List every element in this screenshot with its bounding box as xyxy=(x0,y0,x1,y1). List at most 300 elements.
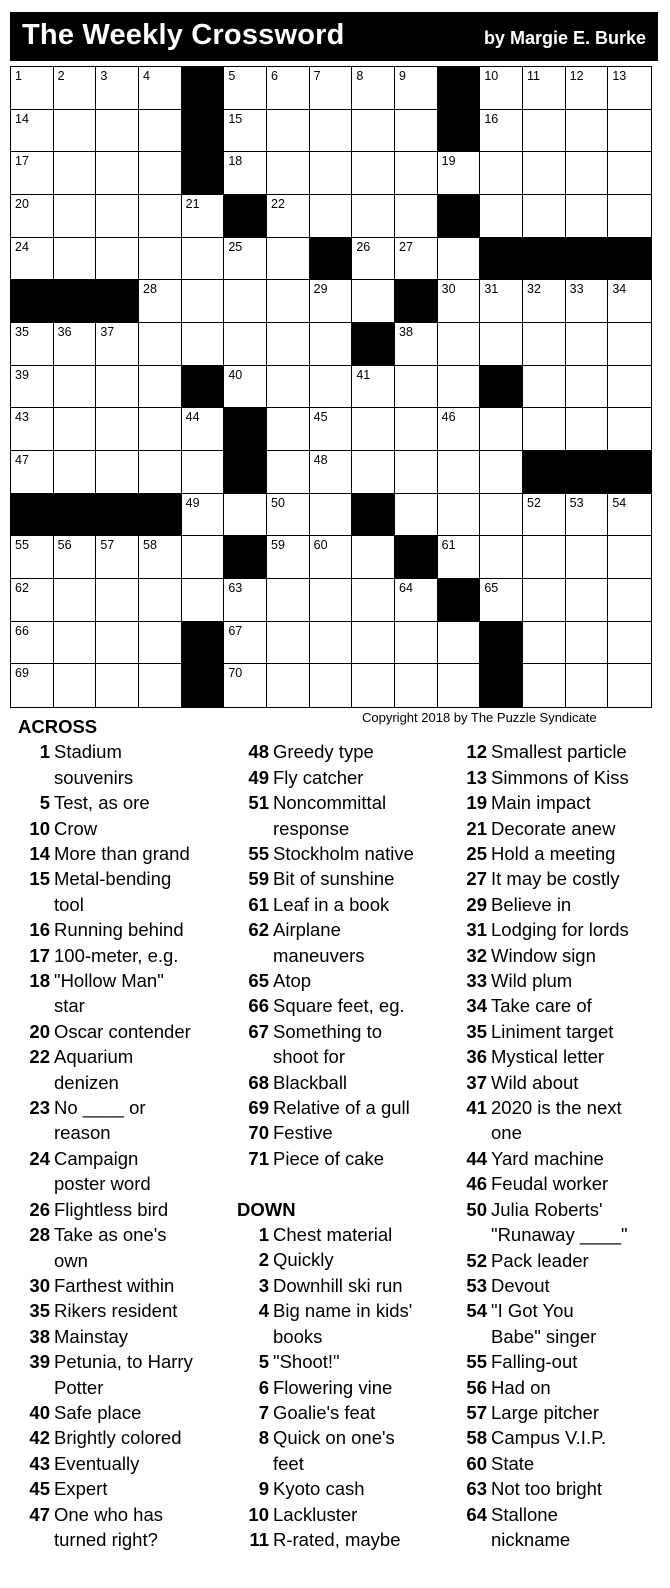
cell-number: 62 xyxy=(15,581,29,595)
grid-cell[interactable] xyxy=(523,366,566,409)
grid-cell[interactable] xyxy=(11,195,54,238)
clue-item[interactable] xyxy=(455,790,665,815)
grid-cell[interactable] xyxy=(224,67,267,110)
grid-cell[interactable] xyxy=(54,622,97,665)
grid-cell[interactable] xyxy=(310,323,353,366)
grid-cell[interactable] xyxy=(310,579,353,622)
grid-cell[interactable] xyxy=(523,67,566,110)
clue-item[interactable] xyxy=(455,968,665,993)
grid-cell[interactable] xyxy=(566,280,609,323)
clue-item[interactable] xyxy=(18,816,233,841)
grid-cell[interactable] xyxy=(608,366,651,409)
cell-number: 4 xyxy=(143,69,150,83)
grid-cell[interactable] xyxy=(139,579,182,622)
grid-cell[interactable] xyxy=(310,494,353,537)
grid-cell[interactable] xyxy=(480,323,523,366)
grid-cell[interactable] xyxy=(11,579,54,622)
clue-item[interactable] xyxy=(455,1019,665,1044)
grid-cell[interactable] xyxy=(96,110,139,153)
grid-cell[interactable] xyxy=(523,323,566,366)
grid-cell[interactable] xyxy=(352,110,395,153)
grid-cell[interactable] xyxy=(608,408,651,451)
grid-cell[interactable] xyxy=(608,152,651,195)
clue-item[interactable] xyxy=(237,739,452,764)
grid-cell[interactable] xyxy=(566,152,609,195)
grid-cell[interactable] xyxy=(267,238,310,281)
grid-cell[interactable] xyxy=(523,195,566,238)
clue-item[interactable] xyxy=(237,866,452,891)
grid-cell[interactable] xyxy=(310,152,353,195)
grid-cell[interactable] xyxy=(480,195,523,238)
clue-item[interactable] xyxy=(18,841,233,866)
clue-text: Devout xyxy=(491,1274,550,1296)
cell-number: 50 xyxy=(271,495,285,510)
grid-cell[interactable] xyxy=(566,195,609,238)
grid-cell[interactable] xyxy=(438,664,481,707)
grid-cell[interactable] xyxy=(54,110,97,153)
grid-cell[interactable] xyxy=(438,280,481,323)
grid-cell[interactable] xyxy=(310,195,353,238)
clue-number: 4 xyxy=(258,1300,269,1322)
clue-item[interactable] xyxy=(18,739,233,790)
grid-cell[interactable] xyxy=(608,622,651,665)
clue-item[interactable] xyxy=(237,1298,452,1349)
grid-cell[interactable] xyxy=(96,408,139,451)
grid-cell[interactable] xyxy=(11,664,54,707)
clue-item[interactable] xyxy=(237,1425,452,1476)
clue-item[interactable] xyxy=(18,1298,233,1323)
clue-item[interactable] xyxy=(18,1273,233,1298)
clue-item[interactable] xyxy=(455,866,665,891)
clue-item[interactable] xyxy=(455,1146,665,1171)
clue-item[interactable] xyxy=(455,1502,665,1553)
cell-number: 43 xyxy=(15,410,29,425)
clue-item[interactable] xyxy=(18,1400,233,1425)
grid-cell[interactable] xyxy=(352,67,395,110)
grid-cell[interactable] xyxy=(139,67,182,110)
grid-cell[interactable] xyxy=(566,579,609,622)
clue-number: 43 xyxy=(29,1452,50,1474)
clue-item[interactable] xyxy=(237,1273,452,1298)
clue-text: Feudal worker xyxy=(491,1173,609,1195)
clue-item[interactable] xyxy=(455,739,665,764)
grid-block xyxy=(566,451,609,494)
clue-item[interactable] xyxy=(455,1248,665,1273)
grid-cell[interactable] xyxy=(395,579,438,622)
clue-item[interactable] xyxy=(237,1095,452,1120)
grid-cell[interactable] xyxy=(395,238,438,281)
grid-cell[interactable] xyxy=(54,579,97,622)
grid-cell[interactable] xyxy=(96,622,139,665)
grid-cell[interactable] xyxy=(352,152,395,195)
grid-cell[interactable] xyxy=(96,664,139,707)
clue-text: Flowering vine xyxy=(273,1376,393,1398)
grid-cell[interactable] xyxy=(523,494,566,537)
grid-cell[interactable] xyxy=(608,536,651,579)
grid-cell[interactable] xyxy=(224,622,267,665)
clue-item[interactable] xyxy=(455,765,665,790)
clue-text: denizen xyxy=(54,1071,119,1093)
grid-cell[interactable] xyxy=(267,622,310,665)
clue-number: 29 xyxy=(466,893,487,915)
clue-item[interactable] xyxy=(237,1070,452,1095)
grid-cell[interactable] xyxy=(310,622,353,665)
clue-item[interactable] xyxy=(18,1146,233,1197)
grid-cell[interactable] xyxy=(395,67,438,110)
grid-cell[interactable] xyxy=(395,622,438,665)
clue-item[interactable] xyxy=(18,866,233,917)
grid-cell[interactable] xyxy=(182,494,225,537)
grid-cell[interactable] xyxy=(395,366,438,409)
clue-item[interactable] xyxy=(455,1375,665,1400)
clue-item[interactable] xyxy=(455,917,665,942)
grid-cell[interactable] xyxy=(54,664,97,707)
grid-cell[interactable] xyxy=(310,408,353,451)
grid-cell[interactable] xyxy=(566,536,609,579)
clue-item[interactable] xyxy=(237,1019,452,1070)
grid-cell[interactable] xyxy=(224,323,267,366)
grid-cell[interactable] xyxy=(480,110,523,153)
grid-cell[interactable] xyxy=(139,408,182,451)
grid-cell[interactable] xyxy=(11,323,54,366)
clue-item[interactable] xyxy=(455,841,665,866)
clue-item[interactable] xyxy=(455,943,665,968)
grid-cell[interactable] xyxy=(182,536,225,579)
grid-cell[interactable] xyxy=(395,152,438,195)
clue-text: Festive xyxy=(273,1122,333,1144)
clue-item[interactable] xyxy=(455,993,665,1018)
grid-cell[interactable] xyxy=(139,622,182,665)
grid-cell[interactable] xyxy=(566,323,609,366)
grid-cell[interactable] xyxy=(608,664,651,707)
clue-text: Wild about xyxy=(491,1071,579,1093)
grid-cell[interactable] xyxy=(438,622,481,665)
grid-cell[interactable] xyxy=(139,280,182,323)
grid-cell[interactable] xyxy=(139,110,182,153)
cell-number: 57 xyxy=(100,538,115,553)
clue-item[interactable] xyxy=(237,1349,452,1374)
grid-cell[interactable] xyxy=(523,579,566,622)
grid-cell[interactable] xyxy=(267,110,310,153)
grid-cell[interactable] xyxy=(566,67,609,110)
clue-item[interactable] xyxy=(18,943,233,968)
grid-cell[interactable] xyxy=(54,195,97,238)
grid-cell[interactable] xyxy=(11,152,54,195)
grid-cell[interactable] xyxy=(11,110,54,153)
grid-cell[interactable] xyxy=(480,451,523,494)
grid-cell[interactable] xyxy=(523,280,566,323)
grid-cell[interactable] xyxy=(395,664,438,707)
grid-cell[interactable] xyxy=(310,110,353,153)
grid-cell[interactable] xyxy=(480,579,523,622)
clue-item[interactable] xyxy=(237,790,452,841)
clue-number: 13 xyxy=(466,766,487,788)
grid-cell[interactable] xyxy=(438,494,481,537)
grid-cell[interactable] xyxy=(438,451,481,494)
cell-number: 20 xyxy=(15,197,29,211)
grid-cell[interactable] xyxy=(54,67,97,110)
clue-item[interactable] xyxy=(455,892,665,917)
clue-item[interactable] xyxy=(237,917,452,968)
grid-cell[interactable] xyxy=(224,152,267,195)
grid-cell[interactable] xyxy=(480,152,523,195)
grid-cell[interactable] xyxy=(267,195,310,238)
clue-number: 45 xyxy=(29,1478,50,1500)
grid-cell[interactable] xyxy=(395,451,438,494)
grid-cell[interactable] xyxy=(267,152,310,195)
grid-cell[interactable] xyxy=(96,579,139,622)
grid-cell[interactable] xyxy=(267,579,310,622)
grid-cell[interactable] xyxy=(310,451,353,494)
clue-item[interactable] xyxy=(237,1476,452,1501)
grid-cell[interactable] xyxy=(224,366,267,409)
grid-cell[interactable] xyxy=(480,280,523,323)
clue-item[interactable] xyxy=(455,1425,665,1450)
grid-cell[interactable] xyxy=(267,323,310,366)
clue-item[interactable] xyxy=(237,993,452,1018)
grid-cell[interactable] xyxy=(139,323,182,366)
grid-cell[interactable] xyxy=(182,238,225,281)
clue-item[interactable] xyxy=(455,1044,665,1069)
grid-cell[interactable] xyxy=(352,579,395,622)
grid-cell[interactable] xyxy=(608,280,651,323)
clue-item[interactable] xyxy=(455,1171,665,1196)
grid-cell[interactable] xyxy=(54,366,97,409)
clue-item[interactable] xyxy=(237,892,452,917)
grid-cell[interactable] xyxy=(395,408,438,451)
clue-item[interactable] xyxy=(18,1019,233,1044)
grid-cell[interactable] xyxy=(11,622,54,665)
clue-item[interactable] xyxy=(18,1197,233,1222)
cell-number: 14 xyxy=(15,111,29,126)
grid-cell[interactable] xyxy=(182,323,225,366)
grid-cell[interactable] xyxy=(566,408,609,451)
grid-cell[interactable] xyxy=(395,195,438,238)
clue-column-2 xyxy=(237,714,452,1552)
grid-cell[interactable] xyxy=(96,366,139,409)
grid-cell[interactable] xyxy=(438,323,481,366)
clue-item[interactable] xyxy=(18,1222,233,1273)
grid-cell[interactable] xyxy=(523,536,566,579)
grid-cell[interactable] xyxy=(54,152,97,195)
grid-cell[interactable] xyxy=(224,579,267,622)
grid-cell[interactable] xyxy=(267,536,310,579)
grid-cell[interactable] xyxy=(224,494,267,537)
grid-cell[interactable] xyxy=(267,451,310,494)
grid-cell[interactable] xyxy=(566,366,609,409)
grid-cell[interactable] xyxy=(523,622,566,665)
clue-item[interactable] xyxy=(455,1400,665,1425)
grid-cell[interactable] xyxy=(267,67,310,110)
grid-cell[interactable] xyxy=(608,494,651,537)
clue-item[interactable] xyxy=(18,1476,233,1501)
grid-cell[interactable] xyxy=(139,451,182,494)
grid-cell[interactable] xyxy=(139,366,182,409)
clue-text: reason xyxy=(54,1122,111,1144)
grid-cell[interactable] xyxy=(139,664,182,707)
clue-item[interactable] xyxy=(18,1451,233,1476)
clue-text: Pack leader xyxy=(491,1249,589,1271)
clue-item[interactable] xyxy=(455,816,665,841)
clue-item[interactable] xyxy=(18,1502,233,1553)
grid-cell[interactable] xyxy=(267,494,310,537)
clue-item[interactable] xyxy=(455,1298,665,1349)
cell-number: 67 xyxy=(228,623,243,638)
grid-block xyxy=(182,67,225,110)
grid-cell[interactable] xyxy=(480,67,523,110)
grid-cell[interactable] xyxy=(352,238,395,281)
grid-cell[interactable] xyxy=(267,280,310,323)
grid-cell[interactable] xyxy=(54,238,97,281)
clue-text: maneuvers xyxy=(273,944,365,966)
grid-cell[interactable] xyxy=(224,110,267,153)
grid-cell[interactable] xyxy=(395,110,438,153)
grid-cell[interactable] xyxy=(96,238,139,281)
clue-item[interactable] xyxy=(18,1425,233,1450)
grid-cell[interactable] xyxy=(182,408,225,451)
clue-item[interactable] xyxy=(455,1273,665,1298)
grid-cell[interactable] xyxy=(438,408,481,451)
grid-cell[interactable] xyxy=(96,451,139,494)
grid-cell[interactable] xyxy=(523,110,566,153)
grid-cell[interactable] xyxy=(96,67,139,110)
grid-cell[interactable] xyxy=(96,195,139,238)
grid-cell[interactable] xyxy=(139,152,182,195)
grid-cell[interactable] xyxy=(224,664,267,707)
grid-cell[interactable] xyxy=(608,323,651,366)
grid-cell[interactable] xyxy=(438,366,481,409)
grid-cell[interactable] xyxy=(182,451,225,494)
clue-item[interactable] xyxy=(18,968,233,1019)
clue-number: 44 xyxy=(466,1147,487,1169)
grid-cell[interactable] xyxy=(96,152,139,195)
clue-item[interactable] xyxy=(237,1146,452,1171)
grid-cell[interactable] xyxy=(352,451,395,494)
grid-cell[interactable] xyxy=(54,451,97,494)
clue-item[interactable] xyxy=(18,790,233,815)
grid-cell[interactable] xyxy=(310,664,353,707)
clue-item[interactable] xyxy=(237,1222,452,1247)
grid-cell[interactable] xyxy=(566,664,609,707)
grid-cell[interactable] xyxy=(11,536,54,579)
grid-cell[interactable] xyxy=(523,664,566,707)
clue-item[interactable] xyxy=(237,1247,452,1272)
cell-number: 29 xyxy=(313,282,328,297)
grid-block xyxy=(182,664,225,707)
grid-cell[interactable] xyxy=(352,536,395,579)
clue-item[interactable] xyxy=(455,1476,665,1501)
grid-cell[interactable] xyxy=(523,408,566,451)
grid-cell[interactable] xyxy=(566,622,609,665)
grid-cell[interactable] xyxy=(608,67,651,110)
grid-cell[interactable] xyxy=(139,238,182,281)
grid-cell[interactable] xyxy=(566,110,609,153)
grid-cell[interactable] xyxy=(523,152,566,195)
grid-block xyxy=(224,408,267,451)
clue-text: Safe place xyxy=(54,1401,142,1423)
grid-cell[interactable] xyxy=(267,408,310,451)
clue-item[interactable] xyxy=(455,1197,665,1248)
grid-cell[interactable] xyxy=(608,110,651,153)
down-heading: DOWN xyxy=(237,1198,296,1220)
grid-cell[interactable] xyxy=(139,195,182,238)
grid-cell[interactable] xyxy=(438,238,481,281)
clue-item[interactable] xyxy=(237,1400,452,1425)
clue-item[interactable] xyxy=(18,1095,233,1146)
grid-cell[interactable] xyxy=(139,536,182,579)
grid-cell[interactable] xyxy=(395,494,438,537)
grid-cell[interactable] xyxy=(310,280,353,323)
grid-cell[interactable] xyxy=(11,238,54,281)
clue-item[interactable] xyxy=(455,1349,665,1374)
grid-cell[interactable] xyxy=(352,408,395,451)
clue-item[interactable] xyxy=(18,1349,233,1400)
clue-number: 8 xyxy=(258,1427,269,1449)
grid-cell[interactable] xyxy=(395,323,438,366)
clue-item[interactable] xyxy=(237,1375,452,1400)
grid-cell[interactable] xyxy=(224,280,267,323)
clue-text: Campaign xyxy=(54,1147,139,1169)
grid-cell[interactable] xyxy=(438,536,481,579)
grid-cell[interactable] xyxy=(182,280,225,323)
grid-cell[interactable] xyxy=(267,366,310,409)
grid-cell[interactable] xyxy=(608,195,651,238)
clue-item[interactable] xyxy=(455,1451,665,1476)
clue-item[interactable] xyxy=(455,1095,665,1146)
clue-item[interactable] xyxy=(237,1502,452,1527)
grid-cell[interactable] xyxy=(224,238,267,281)
cell-number: 2 xyxy=(57,69,65,83)
grid-cell[interactable] xyxy=(310,67,353,110)
grid-cell[interactable] xyxy=(310,366,353,409)
grid-cell[interactable] xyxy=(11,67,54,110)
clue-item[interactable] xyxy=(18,917,233,942)
grid-cell[interactable] xyxy=(54,408,97,451)
clue-item[interactable] xyxy=(18,1324,233,1349)
grid-cell[interactable] xyxy=(11,366,54,409)
grid-cell[interactable] xyxy=(352,366,395,409)
clue-item[interactable] xyxy=(237,765,452,790)
grid-cell[interactable] xyxy=(96,536,139,579)
grid-cell[interactable] xyxy=(352,664,395,707)
grid-cell[interactable] xyxy=(11,451,54,494)
grid-cell[interactable] xyxy=(352,195,395,238)
grid-cell[interactable] xyxy=(566,494,609,537)
grid-cell[interactable] xyxy=(352,280,395,323)
grid-cell[interactable] xyxy=(480,408,523,451)
grid-cell[interactable] xyxy=(480,536,523,579)
grid-cell[interactable] xyxy=(352,622,395,665)
grid-cell[interactable] xyxy=(54,536,97,579)
grid-cell[interactable] xyxy=(310,536,353,579)
clue-item[interactable] xyxy=(237,968,452,993)
grid-cell[interactable] xyxy=(267,664,310,707)
clue-item[interactable] xyxy=(237,841,452,866)
grid-cell[interactable] xyxy=(11,408,54,451)
grid-cell[interactable] xyxy=(608,579,651,622)
clue-item[interactable] xyxy=(455,1070,665,1095)
grid-cell[interactable] xyxy=(480,494,523,537)
grid-cell[interactable] xyxy=(438,152,481,195)
clue-text: response xyxy=(273,817,350,839)
grid-cell[interactable] xyxy=(54,323,97,366)
clue-item[interactable] xyxy=(18,1044,233,1095)
clue-item[interactable] xyxy=(237,1527,452,1552)
grid-cell[interactable] xyxy=(182,195,225,238)
clue-item[interactable] xyxy=(237,1120,452,1145)
grid-cell[interactable] xyxy=(96,323,139,366)
grid-cell[interactable] xyxy=(182,579,225,622)
